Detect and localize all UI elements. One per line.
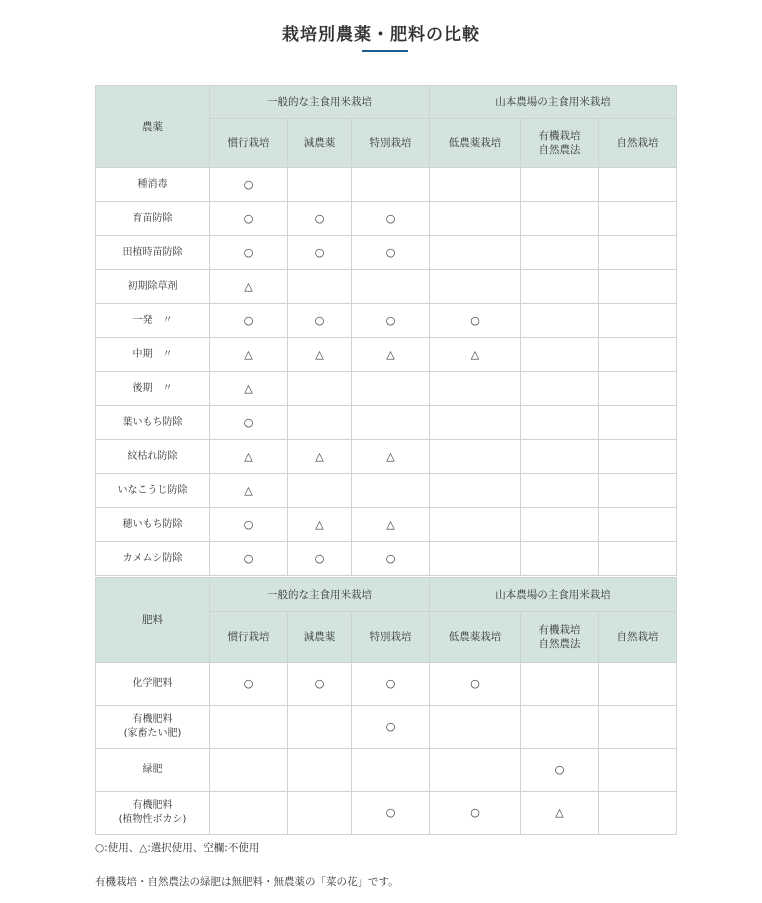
usage-mark-cell <box>521 406 599 440</box>
usage-mark-cell <box>521 663 599 706</box>
row-label: 穂いもち防除 <box>96 508 210 542</box>
usage-mark-cell <box>430 542 521 576</box>
usage-mark-cell: ○ <box>352 706 430 749</box>
fertilizer-body <box>96 663 677 835</box>
row-label: いなこうじ防除 <box>96 474 210 508</box>
usage-mark-cell: ○ <box>210 508 288 542</box>
column-header: 減農薬 <box>288 119 352 168</box>
usage-mark-cell <box>210 706 288 749</box>
usage-mark-cell: ○ <box>352 663 430 706</box>
row-label: 一発 〃 <box>96 304 210 338</box>
column-header: 自然栽培 <box>599 119 677 168</box>
usage-mark-cell <box>288 168 352 202</box>
usage-mark-cell <box>288 474 352 508</box>
usage-mark-cell <box>288 406 352 440</box>
usage-mark-cell <box>599 168 677 202</box>
usage-mark-cell <box>521 508 599 542</box>
usage-mark-cell <box>288 706 352 749</box>
group-header-yamamoto: 山本農場の主食用米栽培 <box>430 578 677 612</box>
usage-mark-cell: ○ <box>352 792 430 835</box>
usage-mark-cell: △ <box>210 474 288 508</box>
legend: ○:使用、△:選択使用、空欄:不使用 <box>95 842 260 854</box>
table-row <box>96 663 677 706</box>
usage-mark-cell: ○ <box>430 663 521 706</box>
usage-mark-cell <box>352 749 430 792</box>
usage-mark-cell <box>599 508 677 542</box>
usage-mark-cell <box>599 372 677 406</box>
row-label: 田植時苗防除 <box>96 236 210 270</box>
usage-mark-cell <box>599 406 677 440</box>
group-header-conventional: 一般的な主食用米栽培 <box>210 86 430 119</box>
usage-mark-cell <box>599 338 677 372</box>
usage-mark-cell <box>352 270 430 304</box>
usage-mark-cell <box>599 706 677 749</box>
usage-mark-cell: △ <box>210 338 288 372</box>
usage-mark-cell <box>599 792 677 835</box>
usage-mark-cell <box>430 508 521 542</box>
usage-mark-cell <box>521 270 599 304</box>
usage-mark-cell: ○ <box>430 792 521 835</box>
usage-mark-cell <box>430 440 521 474</box>
usage-mark-cell <box>352 372 430 406</box>
row-label: カメムシ防除 <box>96 542 210 576</box>
usage-mark-cell: ○ <box>288 542 352 576</box>
usage-mark-cell <box>521 474 599 508</box>
usage-mark-cell <box>521 440 599 474</box>
usage-mark-cell: △ <box>352 508 430 542</box>
table-row <box>96 706 677 749</box>
usage-mark-cell: △ <box>288 338 352 372</box>
usage-mark-cell: △ <box>210 372 288 406</box>
table-row <box>96 202 677 236</box>
usage-mark-cell <box>430 270 521 304</box>
usage-mark-cell: ○ <box>288 202 352 236</box>
usage-mark-cell <box>599 474 677 508</box>
usage-mark-cell <box>430 706 521 749</box>
usage-mark-cell: ○ <box>352 236 430 270</box>
usage-mark-cell: ○ <box>521 749 599 792</box>
usage-mark-cell <box>210 749 288 792</box>
table-row <box>96 508 677 542</box>
usage-mark-cell <box>430 202 521 236</box>
table-row <box>96 440 677 474</box>
row-label: 育苗防除 <box>96 202 210 236</box>
usage-mark-cell: ○ <box>352 202 430 236</box>
usage-mark-cell <box>599 440 677 474</box>
usage-mark-cell: △ <box>288 440 352 474</box>
usage-mark-cell: ○ <box>210 168 288 202</box>
row-label: 葉いもち防除 <box>96 406 210 440</box>
usage-mark-cell <box>521 168 599 202</box>
table-row <box>96 168 677 202</box>
usage-mark-cell <box>210 792 288 835</box>
usage-mark-cell <box>352 168 430 202</box>
usage-mark-cell <box>521 706 599 749</box>
fertilizer-table <box>95 577 677 835</box>
usage-mark-cell <box>599 270 677 304</box>
table-row <box>96 474 677 508</box>
usage-mark-cell: ○ <box>210 542 288 576</box>
usage-mark-cell: ○ <box>288 663 352 706</box>
usage-mark-cell <box>288 270 352 304</box>
usage-mark-cell <box>430 236 521 270</box>
column-header: 特別栽培 <box>352 612 430 663</box>
usage-mark-cell <box>521 372 599 406</box>
usage-mark-cell: ○ <box>352 542 430 576</box>
row-label: 種消毒 <box>96 168 210 202</box>
usage-mark-cell <box>521 542 599 576</box>
table-row <box>96 406 677 440</box>
row-label: 中期 〃 <box>96 338 210 372</box>
column-header: 特別栽培 <box>352 119 430 168</box>
usage-mark-cell: △ <box>288 508 352 542</box>
usage-mark-cell <box>430 749 521 792</box>
row-label: 後期 〃 <box>96 372 210 406</box>
usage-mark-cell: △ <box>352 338 430 372</box>
column-header: 減農薬 <box>288 612 352 663</box>
usage-mark-cell <box>599 749 677 792</box>
usage-mark-cell <box>521 202 599 236</box>
usage-mark-cell <box>521 304 599 338</box>
usage-mark-cell: ○ <box>288 236 352 270</box>
usage-mark-cell <box>599 663 677 706</box>
column-header: 自然栽培 <box>599 612 677 663</box>
usage-mark-cell: ○ <box>210 304 288 338</box>
usage-mark-cell <box>599 542 677 576</box>
column-header: 有機栽培 自然農法 <box>521 119 599 168</box>
usage-mark-cell: △ <box>210 440 288 474</box>
row-label: 有機肥料 (植物性ボカシ) <box>96 792 210 835</box>
table-row <box>96 338 677 372</box>
column-header: 慣行栽培 <box>210 119 288 168</box>
usage-mark-cell <box>352 474 430 508</box>
usage-mark-cell <box>599 236 677 270</box>
usage-mark-cell <box>430 168 521 202</box>
column-header: 低農薬栽培 <box>430 119 521 168</box>
usage-mark-cell <box>430 406 521 440</box>
usage-mark-cell <box>288 749 352 792</box>
usage-mark-cell <box>352 406 430 440</box>
usage-mark-cell <box>521 338 599 372</box>
row-label: 紋枯れ防除 <box>96 440 210 474</box>
usage-mark-cell: ○ <box>288 304 352 338</box>
table-row <box>96 792 677 835</box>
table-row <box>96 304 677 338</box>
column-header: 慣行栽培 <box>210 612 288 663</box>
title-underline <box>362 50 408 52</box>
row-label: 有機肥料 (家畜たい肥) <box>96 706 210 749</box>
usage-mark-cell: ○ <box>210 236 288 270</box>
table-row <box>96 749 677 792</box>
row-label: 初期除草剤 <box>96 270 210 304</box>
usage-mark-cell: ○ <box>352 304 430 338</box>
row-label: 化学肥料 <box>96 663 210 706</box>
usage-mark-cell <box>599 202 677 236</box>
table-row <box>96 236 677 270</box>
group-header-yamamoto: 山本農場の主食用米栽培 <box>430 86 677 119</box>
usage-mark-cell <box>288 792 352 835</box>
pesticide-table <box>95 85 677 576</box>
footnote: 有機栽培・自然農法の緑肥は無肥料・無農薬の「菜の花」です。 <box>95 876 399 888</box>
usage-mark-cell <box>521 236 599 270</box>
column-header: 低農薬栽培 <box>430 612 521 663</box>
usage-mark-cell: ○ <box>210 406 288 440</box>
group-header-conventional: 一般的な主食用米栽培 <box>210 578 430 612</box>
usage-mark-cell: ○ <box>210 663 288 706</box>
corner-header: 農薬 <box>96 86 210 168</box>
usage-mark-cell <box>288 372 352 406</box>
table-row <box>96 542 677 576</box>
usage-mark-cell: ○ <box>430 304 521 338</box>
table-row <box>96 372 677 406</box>
usage-mark-cell: △ <box>210 270 288 304</box>
usage-mark-cell <box>430 372 521 406</box>
row-label: 緑肥 <box>96 749 210 792</box>
usage-mark-cell: ○ <box>210 202 288 236</box>
page-title: 栽培別農薬・肥料の比較 <box>282 25 480 45</box>
table-row <box>96 270 677 304</box>
corner-header: 肥料 <box>96 578 210 663</box>
column-header: 有機栽培 自然農法 <box>521 612 599 663</box>
usage-mark-cell <box>599 304 677 338</box>
usage-mark-cell <box>430 474 521 508</box>
usage-mark-cell: △ <box>430 338 521 372</box>
usage-mark-cell: △ <box>352 440 430 474</box>
pesticide-body <box>96 168 677 576</box>
usage-mark-cell: △ <box>521 792 599 835</box>
